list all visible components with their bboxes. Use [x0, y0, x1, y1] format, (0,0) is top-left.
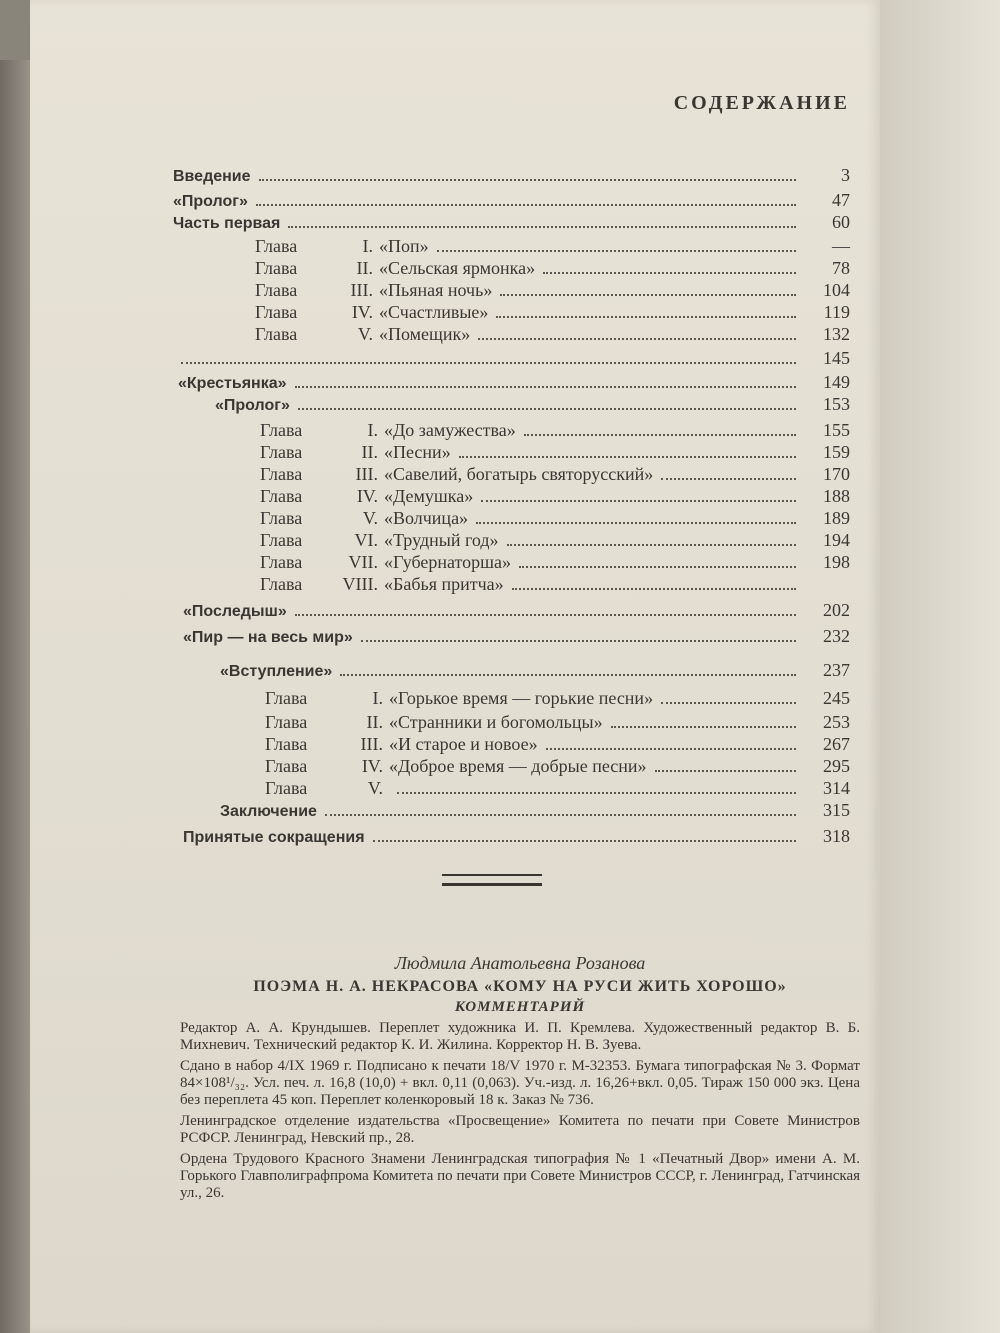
toc-page-number: 198 — [823, 552, 850, 572]
toc-chapter-number: VIII. — [342, 574, 378, 594]
dot-leader — [288, 226, 796, 228]
toc-chapter-word: Глава — [265, 712, 308, 732]
toc-page-number: 159 — [823, 442, 850, 462]
dot-leader — [611, 726, 796, 728]
toc-chapter-title: «Демушка» — [384, 486, 474, 506]
toc-chapter-title: «Горькое время — горькие песни» — [389, 688, 654, 708]
toc-chapter-title: «Сельская ярмонка» — [379, 258, 536, 278]
toc-chapter-word: Глава — [265, 756, 308, 776]
toc-section-label: «Последыш» — [183, 603, 287, 620]
toc-chapter-title: «Савелий, богатырь святорусский» — [384, 464, 654, 484]
toc-chapter-row — [260, 552, 850, 574]
toc-chapter-number: III. — [360, 734, 383, 754]
toc-page-number: 314 — [823, 778, 850, 798]
toc-chapter-title: «Бабья притча» — [384, 574, 504, 594]
toc-section-label: «Пролог» — [173, 193, 248, 210]
imprint-paragraph: Редактор А. А. Крундышев. Переплет художника И. П. Кремлева. Художественный редактор В. Б. Михневич. Технический редактор К. И. Жилина. Корректор Н. В. Зуева. — [180, 1020, 860, 1053]
toc-page-number: 145 — [823, 348, 850, 368]
toc-chapter-number: II. — [361, 442, 378, 462]
toc-chapter-row — [255, 258, 850, 280]
toc-section-label: Часть первая — [173, 215, 281, 232]
dot-leader — [397, 792, 796, 794]
toc-chapter-word: Глава — [260, 552, 303, 572]
toc-page-number: 202 — [823, 600, 850, 620]
dot-leader — [500, 294, 796, 296]
toc-page-number: 149 — [823, 372, 850, 392]
book-edge-left — [0, 60, 32, 1333]
toc-page-number: 78 — [832, 258, 850, 278]
toc-chapter-number: VI. — [354, 530, 378, 550]
toc-chapter-row — [260, 486, 850, 508]
dot-leader — [476, 522, 796, 524]
toc-chapter-row — [260, 574, 850, 596]
toc-page-number: 188 — [823, 486, 850, 506]
dot-leader — [546, 748, 796, 750]
dot-leader — [512, 588, 796, 590]
toc-chapter-row — [265, 778, 850, 800]
imprint-paragraph: Сдано в набор 4/IX 1969 г. Подписано к печати 18/V 1970 г. М-32353. Бумага типографская № 3. Формат 84×108¹/₃₂. Усл. печ. л. 16,8 (10,0) + вкл. 0,11 (0,063). Уч.-изд. л. 16,26+вкл. 0,05. Тираж 150 000 экз. Цена без переплета 45 коп. Переплет коленкоровый 18 к. Заказ № 736. — [180, 1058, 860, 1108]
author-name: Людмила Анатольевна Розанова — [394, 953, 646, 973]
toc-chapter-word: Глава — [265, 734, 308, 754]
toc-section-row — [183, 626, 850, 648]
toc-page-number: 232 — [823, 626, 850, 646]
dot-leader — [298, 408, 796, 410]
toc-chapter-word: Глава — [260, 486, 303, 506]
dot-leader — [661, 478, 796, 480]
dot-leader — [481, 500, 796, 502]
dot-leader — [519, 566, 796, 568]
imprint-paragraph: Ленинградское отделение издательства «Просвещение» Комитета по печати при Совете Министров РСФСР. Ленинград, Невский пр., 28. — [180, 1113, 860, 1146]
dot-leader — [661, 702, 796, 704]
dot-leader — [478, 338, 796, 340]
toc-chapter-number: III. — [350, 280, 373, 300]
toc-page-number: 60 — [832, 212, 850, 232]
book-page — [30, 0, 880, 1333]
toc-chapter-word: Глава — [265, 778, 308, 798]
toc-chapter-row — [265, 756, 850, 778]
toc-page-number: 315 — [823, 800, 850, 820]
toc-section-row — [183, 826, 850, 848]
toc-chapter-title: «Помещик» — [379, 324, 471, 344]
toc-section-row — [173, 165, 850, 187]
toc-page-number: 47 — [832, 190, 850, 210]
dot-leader — [655, 770, 796, 772]
toc-chapter-number: I. — [362, 236, 373, 256]
toc-section-row — [173, 190, 850, 212]
dot-leader — [507, 544, 796, 546]
toc-page-number: 189 — [823, 508, 850, 528]
toc-page-number: 153 — [823, 394, 850, 414]
dot-leader — [524, 434, 796, 436]
toc-chapter-word: Глава — [255, 258, 298, 278]
toc-page-number: — — [832, 236, 850, 256]
toc-chapter-row — [255, 302, 850, 324]
toc-chapter-row — [265, 734, 850, 756]
dot-leader — [181, 362, 796, 364]
toc-chapter-number: VII. — [348, 552, 378, 572]
toc-page-number: 237 — [823, 660, 850, 680]
toc-chapter-title: «Трудный год» — [384, 530, 499, 550]
table-of-contents — [30, 0, 880, 860]
toc-chapter-title: «Пьяная ночь» — [379, 280, 493, 300]
toc-heading: СОДЕРЖАНИЕ — [673, 92, 850, 114]
imprint-paragraph: Ордена Трудового Красного Знамени Ленинградская типография № 1 «Печатный Двор» имени А. М. Горького Главполиграфпрома Комитета по печати при Совете Министров СССР, г. Ленинград, Гатчинская ул., 26. — [180, 1151, 860, 1201]
toc-chapter-word: Глава — [265, 688, 308, 708]
toc-page-number: 155 — [823, 420, 850, 440]
dot-leader — [437, 250, 796, 252]
dot-leader — [543, 272, 796, 274]
toc-chapter-number: V. — [362, 508, 378, 528]
toc-chapter-number: V. — [367, 778, 383, 798]
toc-page-number: 194 — [823, 530, 850, 550]
toc-page-number: 3 — [841, 165, 850, 185]
toc-chapter-word: Глава — [260, 442, 303, 462]
toc-chapter-word: Глава — [260, 464, 303, 484]
dot-leader — [259, 179, 796, 181]
toc-section-label: Введение — [173, 168, 251, 185]
dot-leader — [496, 316, 796, 318]
toc-chapter-number: II. — [366, 712, 383, 732]
dot-leader — [325, 814, 796, 816]
toc-chapter-number: I. — [367, 420, 378, 440]
toc-chapter-number: I. — [372, 688, 383, 708]
toc-chapter-row — [260, 420, 850, 442]
toc-chapter-row — [265, 712, 850, 734]
toc-chapter-title: «Доброе время — добрые песни» — [389, 756, 647, 776]
toc-page-number: 104 — [823, 280, 850, 300]
toc-chapter-title: «Странники и богомольцы» — [389, 712, 603, 732]
toc-chapter-title: «Поп» — [379, 236, 429, 256]
toc-chapter-title: «Губернаторша» — [384, 552, 512, 572]
dot-leader — [361, 640, 796, 642]
toc-chapter-row — [255, 280, 850, 302]
toc-chapter-row — [260, 464, 850, 486]
toc-page-number: 132 — [823, 324, 850, 344]
imprint — [180, 955, 860, 1206]
toc-chapter-word: Глава — [255, 280, 298, 300]
toc-page-number: 267 — [823, 734, 850, 754]
toc-chapter-title: «И старое и новое» — [389, 734, 538, 754]
toc-section-row — [220, 660, 850, 682]
toc-chapter-number: II. — [356, 258, 373, 278]
toc-chapter-word: Глава — [260, 420, 303, 440]
book-subtitle: КОММЕНТАРИЙ — [454, 999, 586, 1015]
toc-section-row — [178, 372, 850, 394]
toc-chapter-word: Глава — [260, 530, 303, 550]
toc-chapter-word: Глава — [255, 324, 298, 344]
toc-section-label: «Вступление» — [220, 663, 333, 680]
toc-chapter-number: III. — [355, 464, 378, 484]
toc-chapter-row — [260, 442, 850, 464]
book-title: ПОЭМА Н. А. НЕКРАСОВА «КОМУ НА РУСИ ЖИТЬ ХОРОШО» — [253, 978, 787, 995]
dot-leader — [459, 456, 796, 458]
toc-chapter-word: Глава — [255, 302, 298, 322]
toc-section-label: «Крестьянка» — [178, 375, 287, 392]
toc-section-row — [220, 800, 850, 822]
toc-chapter-number: IV. — [351, 302, 373, 322]
toc-chapter-row — [255, 324, 850, 346]
toc-chapter-number: IV. — [356, 486, 378, 506]
toc-section-label: Принятые сокращения — [183, 829, 365, 846]
toc-page-number: 318 — [823, 826, 850, 846]
toc-page-number: 170 — [823, 464, 850, 484]
toc-chapter-word: Глава — [255, 236, 298, 256]
toc-page-number: 295 — [823, 756, 850, 776]
toc-section-label: Заключение — [220, 803, 317, 820]
dot-leader — [256, 204, 796, 206]
toc-page-number: 119 — [823, 302, 850, 322]
toc-chapter-word: Глава — [260, 508, 303, 528]
dot-leader — [373, 840, 796, 842]
toc-chapter-title: «Песни» — [384, 442, 451, 462]
toc-section-row — [215, 394, 850, 416]
toc-chapter-row — [255, 236, 850, 258]
toc-page-number: 253 — [823, 712, 850, 732]
dot-leader — [295, 614, 796, 616]
toc-page-number: 245 — [823, 688, 850, 708]
toc-chapter-number: IV. — [361, 756, 383, 776]
toc-chapter-title: «Волчица» — [384, 508, 469, 528]
toc-chapter-title: «До замужества» — [384, 420, 516, 440]
toc-chapter-number: V. — [357, 324, 373, 344]
toc-chapter-word: Глава — [260, 574, 303, 594]
toc-chapter-row — [265, 688, 850, 710]
toc-chapter-row — [260, 508, 850, 530]
adjacent-page — [870, 0, 1000, 1333]
dot-leader — [340, 674, 796, 676]
toc-chapter-row — [260, 530, 850, 552]
section-divider — [442, 874, 542, 886]
toc-section-row — [183, 600, 850, 622]
toc-section-label: «Пролог» — [215, 397, 290, 414]
toc-section-label: «Пир — на весь мир» — [183, 629, 353, 646]
toc-section-row — [173, 212, 850, 234]
dot-leader — [295, 386, 797, 388]
toc-chapter-title: «Счастливые» — [379, 302, 489, 322]
toc-section-row — [173, 348, 850, 370]
